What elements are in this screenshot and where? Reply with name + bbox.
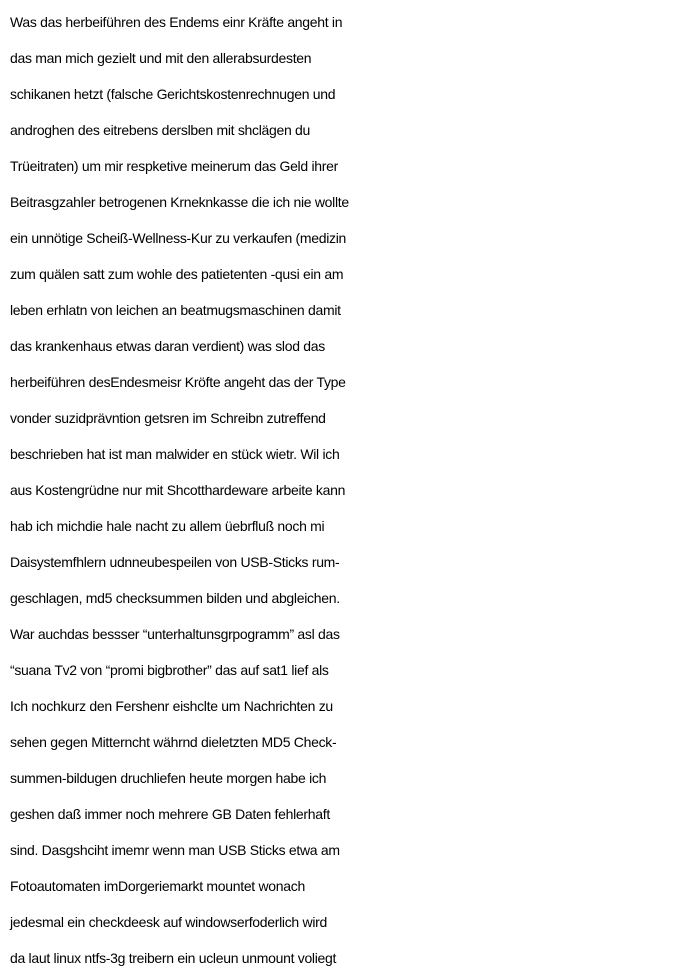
text-line: schikanen hetzt (falsche Gerichtskostenrechnugen und (10, 86, 336, 102)
text-line: War auchdas bessser “unterhaltunsgrpogramm” asl das (10, 626, 340, 642)
text-line: Fotoautomaten imDorgeriemarkt mountet wonach (10, 878, 305, 894)
text-line: Was das herbeiführen des Endems einr Kräfte angeht in (10, 14, 343, 30)
text-line: geshen daß immer noch mehrere GB Daten fehlerhaft (10, 806, 330, 822)
text-line: vonder suzidprävntion getsren im Schreibn zutreffend (10, 410, 326, 426)
text-line: jedesmal ein checkdeesk auf windowserfoderlich wird (10, 914, 327, 930)
text-line: ein unnötige Scheiß-Wellness-Kur zu verkaufen (medizin (10, 230, 347, 246)
text-line: Daisystemfhlern udnneubespeilen von USB-Sticks rum- (10, 554, 340, 570)
text-line: das krankenhaus etwas daran verdient) was slod das (10, 338, 325, 354)
text-line: zum quälen satt zum wohle des patietenten -qusi ein am (10, 266, 344, 282)
text-line: aus Kostengrüdne nur mit Shcotthardeware arbeite kann (10, 482, 346, 498)
text-line: sehen gegen Mitterncht währnd dieletzten MD5 Check- (10, 734, 337, 750)
text-line: Trüeitraten) um mir respketive meinerum das Geld ihrer (10, 158, 338, 174)
text-line: beschrieben hat ist man malwider en stück wietr. Wil ich (10, 446, 340, 462)
text-line: summen-bildugen druchliefen heute morgen habe ich (10, 770, 327, 786)
text-line: geschlagen, md5 checksummen bilden und abgleichen. (10, 590, 340, 606)
text-line: Beitrasgzahler betrogenen Krneknkasse die ich nie wollte (10, 194, 349, 210)
text-line: da laut linux ntfs-3g treibern ein ucleun unmount voliegt (10, 950, 337, 966)
text-line: herbeiführen desEndesmeisr Kröfte angeht das der Type (10, 374, 346, 390)
document-page (10, 4, 680, 976)
text-line: sind. Dasgshciht imemr wenn man USB Sticks etwa am (10, 842, 340, 858)
text-line: “suana Tv2 von “promi bigbrother” das auf sat1 lief als (10, 662, 329, 678)
text-line: hab ich michdie hale nacht zu allem üebrfluß noch mi (10, 518, 325, 534)
text-line: androghen des eitrebens derslben mit shclägen du (10, 122, 311, 138)
text-line: das man mich gezielt und mit den allerabsurdesten (10, 50, 312, 66)
text-line: leben erhlatn von leichen an beatmugsmaschinen damit (10, 302, 341, 318)
text-line: Ich nochkurz den Fershenr eishclte um Nachrichten zu (10, 698, 333, 714)
